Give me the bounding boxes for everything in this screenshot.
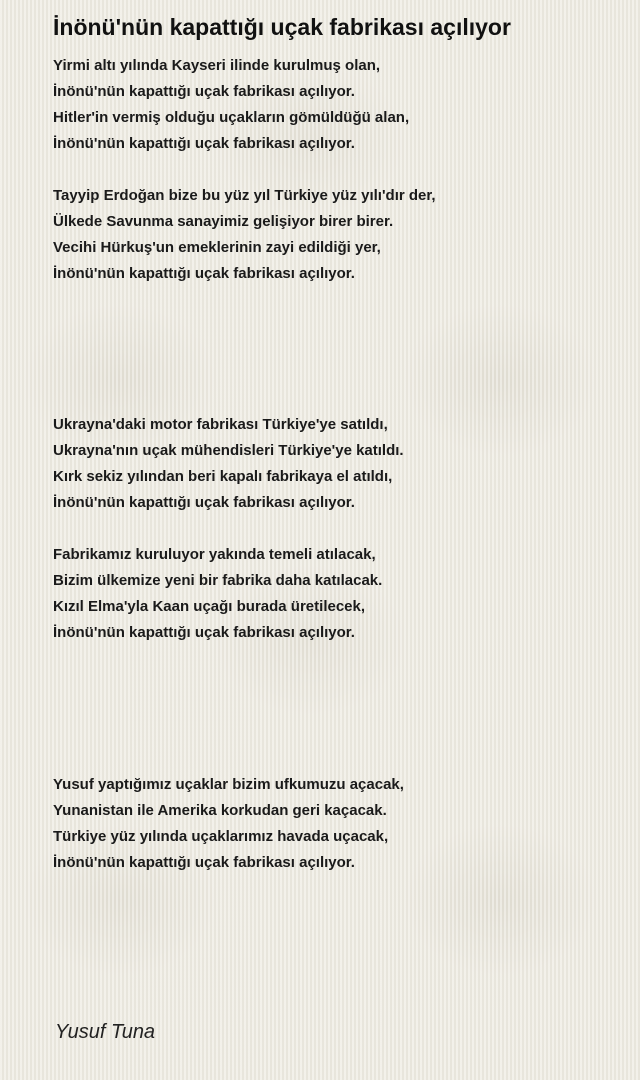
poem-line: Yunanistan ile Amerika korkudan geri kaçacak. [53,802,387,819]
poem-line: İnönü'nün kapattığı uçak fabrikası açılıyor. [53,494,355,511]
poem-line: İnönü'nün kapattığı uçak fabrikası açılıyor. [53,624,355,641]
poem-line: Hitler'in vermiş olduğu uçakların gömüldüğü alan, [53,109,410,126]
poem-line: Kızıl Elma'yla Kaan uçağı burada üretilecek, [53,598,366,615]
stanza-1 [53,53,409,157]
poem-line: İnönü'nün kapattığı uçak fabrikası açılıyor. [53,135,355,152]
poem-line: Türkiye yüz yılında uçaklarımız havada uçacak, [53,828,389,845]
poem-line: İnönü'nün kapattığı uçak fabrikası açılıyor. [53,854,355,871]
poem-line: Tayyip Erdoğan bize bu yüz yıl Türkiye yüz yılı'dır der, [53,187,436,204]
poem-line: Kırk sekiz yılından beri kapalı fabrikaya el atıldı, [53,468,393,485]
stanza-3 [53,412,404,516]
stanza-4 [53,542,382,646]
poem-line: Vecihi Hürkuş'un emeklerinin zayi edildiği yer, [53,239,381,256]
poem-line: İnönü'nün kapattığı uçak fabrikası açılıyor. [53,265,355,282]
poem-line: Ülkede Savunma sanayimiz gelişiyor birer birer. [53,213,394,230]
poem-line: Ukrayna'nın uçak mühendisleri Türkiye'ye katıldı. [53,442,404,459]
poem-title: İnönü'nün kapattığı uçak fabrikası açılıyor [53,14,511,40]
poem-line: İnönü'nün kapattığı uçak fabrikası açılıyor. [53,83,355,100]
author-name: Yusuf Tuna [55,1021,156,1043]
poem-line: Yirmi altı yılında Kayseri ilinde kurulmuş olan, [53,57,381,74]
poem-line: Yusuf yaptığımız uçaklar bizim ufkumuzu açacak, [53,776,404,793]
stanza-5 [53,772,404,876]
poem-line: Bizim ülkemize yeni bir fabrika daha katılacak. [53,572,383,589]
poem-line: Fabrikamız kuruluyor yakında temeli atılacak, [53,546,376,563]
stanza-2 [53,183,436,287]
poem-line: Ukrayna'daki motor fabrikası Türkiye'ye satıldı, [53,416,388,433]
